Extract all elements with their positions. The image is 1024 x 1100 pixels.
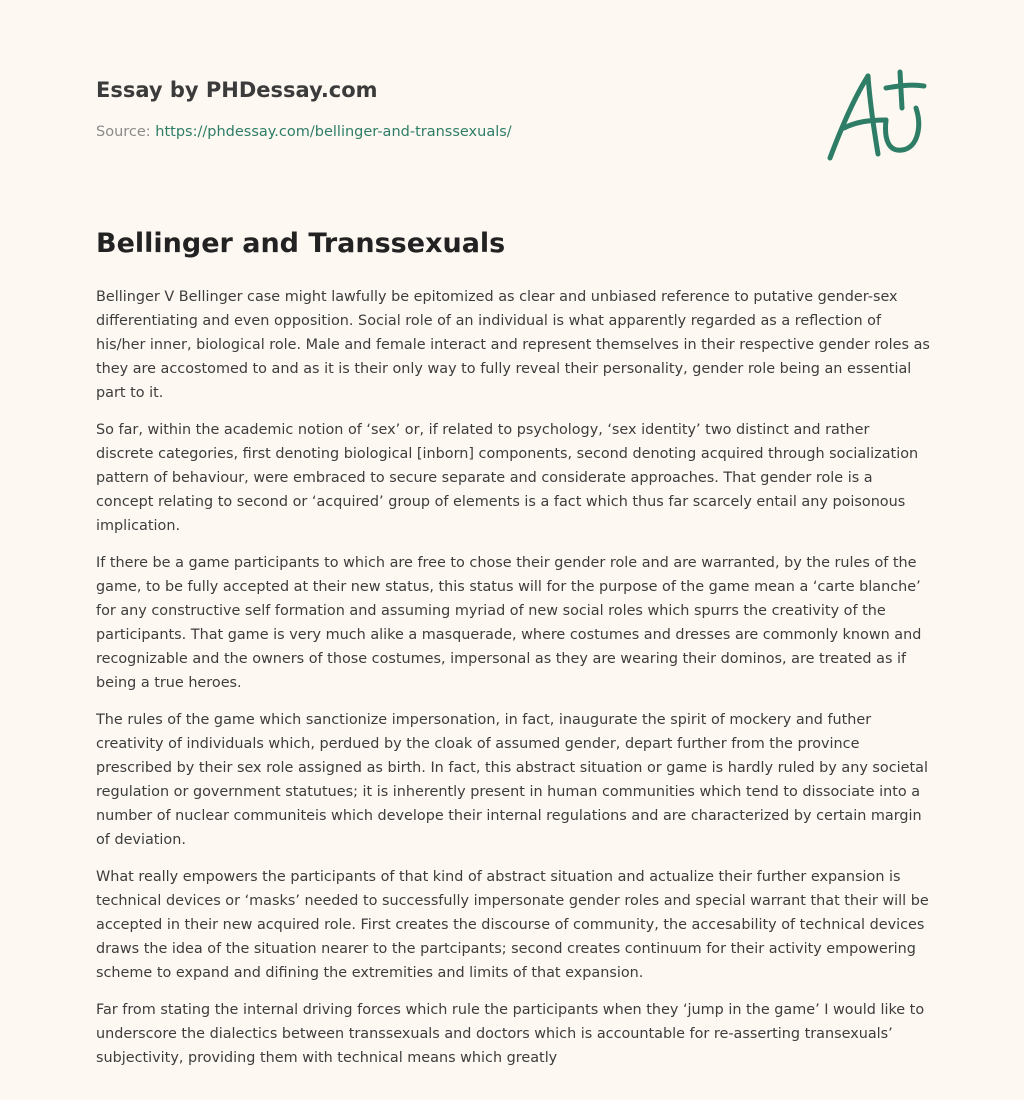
essay-title: Bellinger and Transsexuals: [96, 228, 506, 259]
essay-paragraph: Bellinger V Bellinger case might lawfully be epitomized as clear and unbiased reference to putative gender-sex differentiating and even opposition. Social role of an individual is what apparently regarded as a reflection of his/her inner, biological role. Male and female interact and represent themselves in their respective gender roles as they are accostomed to and as it is their only way to fully reveal their personality, gender role being an essential part to it.: [96, 289, 930, 401]
a-plus-logo-icon: [820, 64, 930, 168]
essay-paragraph: So far, within the academic notion of ‘sex’ or, if related to psychology, ‘sex identity’ two distinct and rather discrete categories, first denoting biological [inborn] components, second denoting acquired through socialization pattern of behaviour, were embraced to secure separate and considerate approaches. That gender role is a concept relating to second or ‘acquired’ group of elements is a fact which thus far scarcely entail any poisonous implication.: [96, 422, 919, 534]
essay-body: [96, 285, 931, 1083]
source-label: Source:: [96, 124, 151, 140]
essay-paragraph: What really empowers the participants of that kind of abstract situation and actualize their further expansion is technical devices or ‘masks’ needed to successfully impersonate gender roles and special warrant that their will be accepted in their new acquired role. First creates the discourse of community, the accesability of technical devices draws the idea of the situation nearer to the partcipants; second creates continuum for their activity empowering scheme to expand and difining the extremities and limits of that expansion.: [96, 869, 929, 981]
site-brand: Essay by PHDessay.com: [96, 78, 378, 102]
essay-paragraph: If there be a game participants to which are free to chose their gender role and are warranted, by the rules of the game, to be fully accepted at their new status, this status will for the purpose of the game mean a ‘carte blanche’ for any constructive self formation and assuming myriad of new social roles which spurrs the creativity of the participants. That game is very much alike a masquerade, where costumes and dresses are commonly known and recognizable and the owners of those costumes, impersonal as they are wearing their dominos, are treated as if being a true heroes.: [96, 555, 922, 691]
essay-paragraph: Far from stating the internal driving forces which rule the participants when they ‘jump in the game’ I would like to underscore the dialectics between transsexuals and doctors which is accountable for re-asserting transexuals’ subjectivity, providing them with technical means which greatly: [96, 1002, 925, 1066]
source-link[interactable]: https://phdessay.com/bellinger-and-transsexuals/: [155, 124, 512, 140]
essay-paragraph: The rules of the game which sanctionize impersonation, in fact, inaugurate the spirit of mockery and futher creativity of individuals which, perdued by the cloak of assumed gender, depart further from the province prescribed by their sex role assigned as birth. In fact, this abstract situation or game is hardly ruled by any societal regulation or government statutues; it is inherently present in human communities which tend to dissociate into a number of nuclear communiteis which develope their internal regulations and are characterized by certain margin of deviation.: [96, 712, 928, 848]
